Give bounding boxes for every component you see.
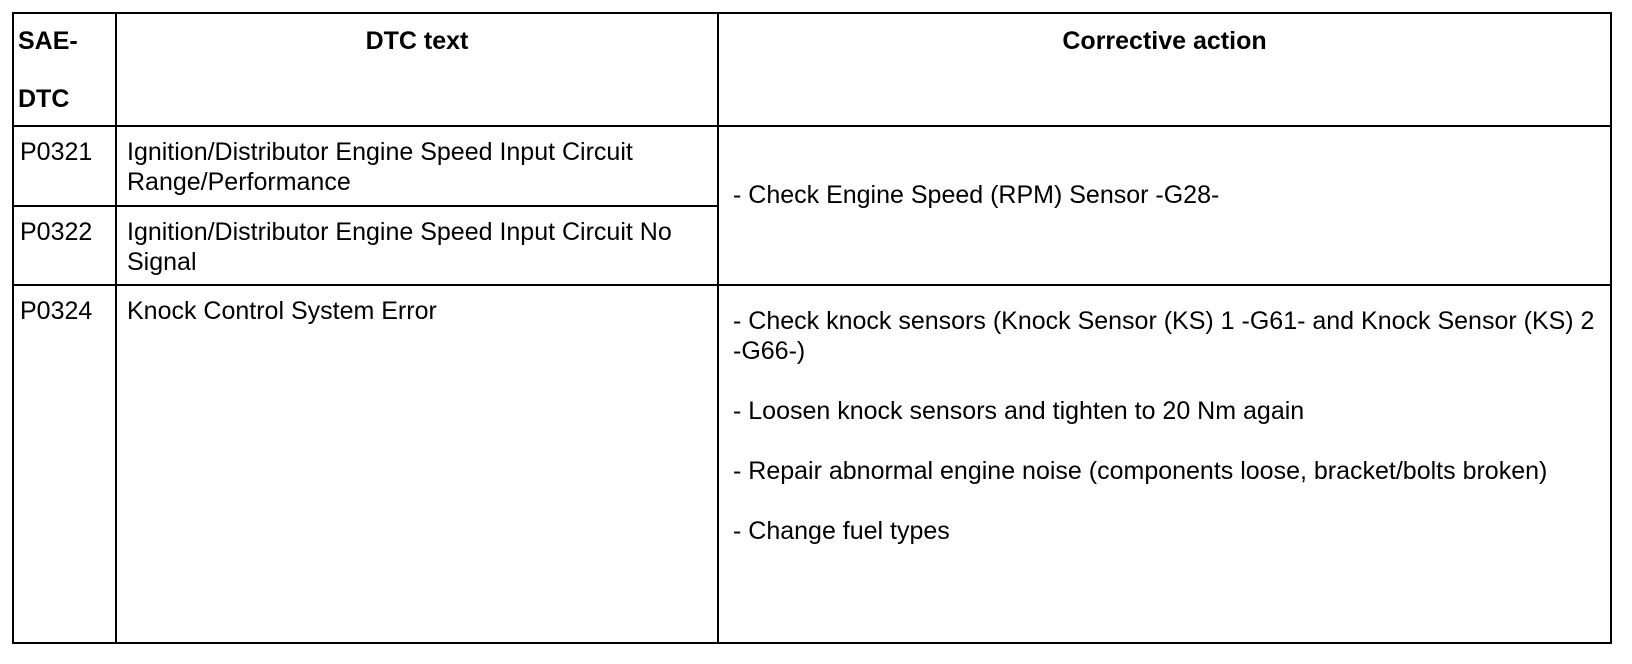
header-sae-dtc-line2: DTC <box>18 85 70 113</box>
dtc-text-cell: Ignition/Distributor Engine Speed Input Circuit No Signal <box>116 206 718 285</box>
table-row <box>13 285 1611 643</box>
header-sae-dtc-line1: SAE- <box>18 27 78 55</box>
table-row <box>13 126 1611 206</box>
dtc-table <box>12 12 1612 644</box>
dtc-code-cell: P0321 <box>13 126 116 206</box>
header-dtc-text: DTC text <box>116 13 718 126</box>
dtc-code-cell: P0322 <box>13 206 116 285</box>
header-row <box>13 13 1611 126</box>
header-corrective-action: Corrective action <box>718 13 1611 126</box>
corrective-action-line: - Check Engine Speed (RPM) Sensor -G28- <box>733 180 1220 209</box>
corrective-action-line: - Loosen knock sensors and tighten to 20 Nm again <box>733 397 1305 425</box>
corrective-action-line: - Change fuel types <box>733 517 950 545</box>
corrective-action-cell <box>718 285 1611 643</box>
corrective-action-line: - Repair abnormal engine noise (components loose, bracket/bolts broken) <box>733 457 1548 485</box>
dtc-text-cell: Ignition/Distributor Engine Speed Input Circuit Range/Performance <box>116 126 718 206</box>
corrective-action-line: - Check knock sensors (Knock Sensor (KS) 1 -G61- and Knock Sensor (KS) 2 -G66-) <box>733 307 1595 365</box>
corrective-action-cell <box>718 126 1611 285</box>
dtc-code-cell: P0324 <box>13 285 116 643</box>
dtc-text-cell: Knock Control System Error <box>116 285 718 643</box>
header-sae-dtc <box>13 13 116 126</box>
